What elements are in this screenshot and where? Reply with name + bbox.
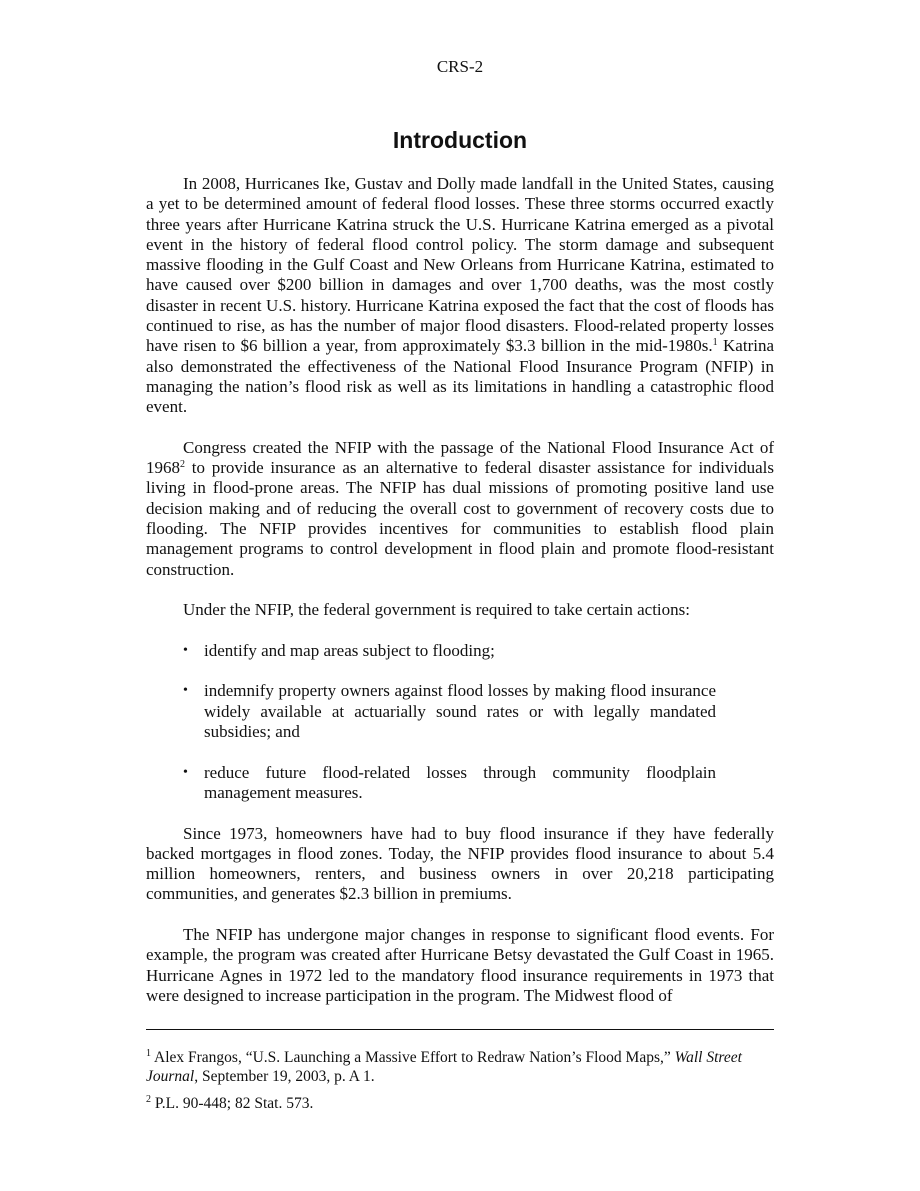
footnote-1 xyxy=(146,1048,774,1086)
footnote-text: , September 19, 2003, p. A 1. xyxy=(194,1068,375,1085)
footnote-2 xyxy=(146,1094,774,1113)
paragraph-text: In 2008, Hurricanes Ike, Gustav and Dolly made landfall in the United States, causing a yet to be determined amount of federal flood losses. These three storms occurred exactly three years after Hurricane Katrina struck the U.S. Hurricane Katrina emerged as a pivotal event in the history of federal flood control policy. The storm damage and subsequent massive flooding in the Gulf Coast and New Orleans from Hurricane Katrina, estimated to have caused over $200 billion in damages and over 1,700 deaths, was the most costly disaster in recent U.S. history. Hurricane Katrina exposed the fact that the cost of floods has continued to rise, as has the number of major flood disasters. Flood-related property losses have risen to $6 billion a year, from approximately $3.3 billion in the mid-1980s. xyxy=(146,174,774,356)
paragraph-3: Under the NFIP, the federal government is required to take certain actions: xyxy=(183,600,690,620)
list-item xyxy=(183,762,716,804)
page-header: CRS-2 xyxy=(436,57,484,76)
paragraph-text: Congress created the NFIP with the passage of the National Flood Insurance Act of 1968 xyxy=(146,437,774,478)
footnote-number: 2 xyxy=(146,1094,151,1105)
footnote-ref-2: 2 xyxy=(180,459,185,471)
list-item-text: reduce future flood-related losses through community floodplain management measures. xyxy=(204,762,716,802)
footnote-number: 1 xyxy=(146,1048,151,1059)
footnote-publication: Wall Street Journal xyxy=(146,1049,742,1085)
section-title: Introduction xyxy=(392,127,528,153)
bullet-list xyxy=(146,641,774,803)
bullet-icon: • xyxy=(183,683,188,699)
bullet-icon: • xyxy=(183,764,188,780)
footnote-text: P.L. 90-448; 82 Stat. 573. xyxy=(151,1095,314,1112)
paragraph-text: Katrina also demonstrated the effectiveness of the National Flood Insurance Program (NFIP) in managing the nation’s flood risk as well as its limitations in handling a catastrophic flood event. xyxy=(146,336,774,417)
list-item xyxy=(183,681,716,742)
paragraph-5: The NFIP has undergone major changes in response to significant flood events. For example, the program was created after Hurricane Betsy devastated the Gulf Coast in 1965. Hurricane Agnes in 1972 led to the mandatory flood insurance requirements in 1973 that were designed to increase participation in the program. The Midwest flood of xyxy=(146,924,774,1005)
footnote-divider xyxy=(146,1029,774,1030)
footnote-ref-1: 1 xyxy=(712,337,718,349)
list-item-text: identify and map areas subject to flooding; xyxy=(204,640,495,660)
paragraph-1 xyxy=(146,174,774,418)
footnotes xyxy=(146,1048,774,1121)
paragraph-2 xyxy=(146,438,774,580)
paragraph-4: Since 1973, homeowners have had to buy flood insurance if they have federally backed mortgages in flood zones. Today, the NFIP provides flood insurance to about 5.4 million homeowners, renters, and business owners in over 20,218 participating communities, and generates $2.3 billion in premiums. xyxy=(146,823,774,904)
bullet-icon: • xyxy=(183,642,188,658)
paragraph-text: to provide insurance as an alternative to federal disaster assistance for individuals living in flood-prone areas. The NFIP has dual missions of promoting positive land use decision making and of reducing the overall cost to government of recovery costs due to flooding. The NFIP provides incentives for communities to establish flood plain management programs to control development in flood plain and promote flood-resistant construction. xyxy=(146,458,774,579)
footnote-text: Alex Frangos, “U.S. Launching a Massive Effort to Redraw Nation’s Flood Maps,” xyxy=(151,1049,675,1066)
list-item-text: indemnify property owners against flood losses by making flood insurance widely available at actuarially sound rates or with legally mandated subsidies; and xyxy=(204,681,716,742)
body-text xyxy=(146,174,774,1026)
list-item xyxy=(183,640,716,661)
